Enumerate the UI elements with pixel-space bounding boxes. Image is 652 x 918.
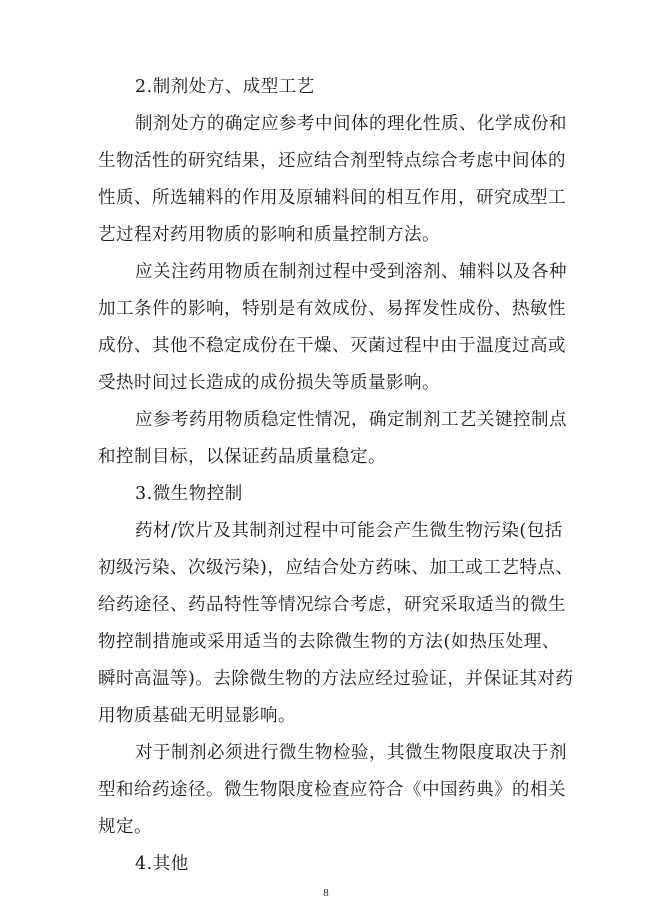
body-line: 给药途径、药品特性等情况综合考虑，研究采取适当的微生 bbox=[98, 595, 566, 615]
body-line: 规定。 bbox=[98, 817, 152, 837]
body-line: 成份、其他不稳定成份在干燥、灭菌过程中由于温度过高或 bbox=[98, 336, 566, 356]
section-heading: 2.制剂处方、成型工艺 bbox=[135, 77, 315, 97]
body-line: 型和给药途径。微生物限度检查应符合《中国药典》的相关 bbox=[98, 780, 566, 800]
body-line: 瞬时高温等)。去除微生物的方法应经过验证，并保证其对药 bbox=[98, 669, 574, 689]
body-line: 制剂处方的确定应参考中间体的理化性质、化学成份和 bbox=[135, 114, 567, 134]
body-line: 和控制目标，以保证药品质量稳定。 bbox=[98, 447, 386, 467]
body-line: 用物质基础无明显影响。 bbox=[98, 706, 296, 726]
section-heading: 4.其他 bbox=[135, 854, 189, 874]
body-line: 应关注药用物质在制剂过程中受到溶剂、辅料以及各种 bbox=[135, 262, 567, 282]
section-heading: 3.微生物控制 bbox=[135, 484, 243, 504]
body-line: 初级污染、次级污染)，应结合处方药味、加工或工艺特点、 bbox=[98, 558, 574, 578]
body-line: 艺过程对药用物质的影响和质量控制方法。 bbox=[98, 225, 440, 245]
body-line: 性质、所选辅料的作用及原辅料间的相互作用，研究成型工 bbox=[98, 188, 566, 208]
body-line: 生物活性的研究结果，还应结合剂型特点综合考虑中间体的 bbox=[98, 151, 566, 171]
body-line: 受热时间过长造成的成份损失等质量影响。 bbox=[98, 373, 440, 393]
body-line: 药材/饮片及其制剂过程中可能会产生微生物污染(包括 bbox=[135, 521, 563, 541]
page-number: 8 bbox=[323, 887, 329, 899]
body-line: 应参考药用物质稳定性情况，确定制剂工艺关键控制点 bbox=[135, 410, 567, 430]
body-line: 加工条件的影响，特别是有效成份、易挥发性成份、热敏性 bbox=[98, 299, 566, 319]
body-line: 对于制剂必须进行微生物检验，其微生物限度取决于剂 bbox=[135, 743, 567, 763]
body-line: 物控制措施或采用适当的去除微生物的方法(如热压处理、 bbox=[98, 632, 560, 652]
